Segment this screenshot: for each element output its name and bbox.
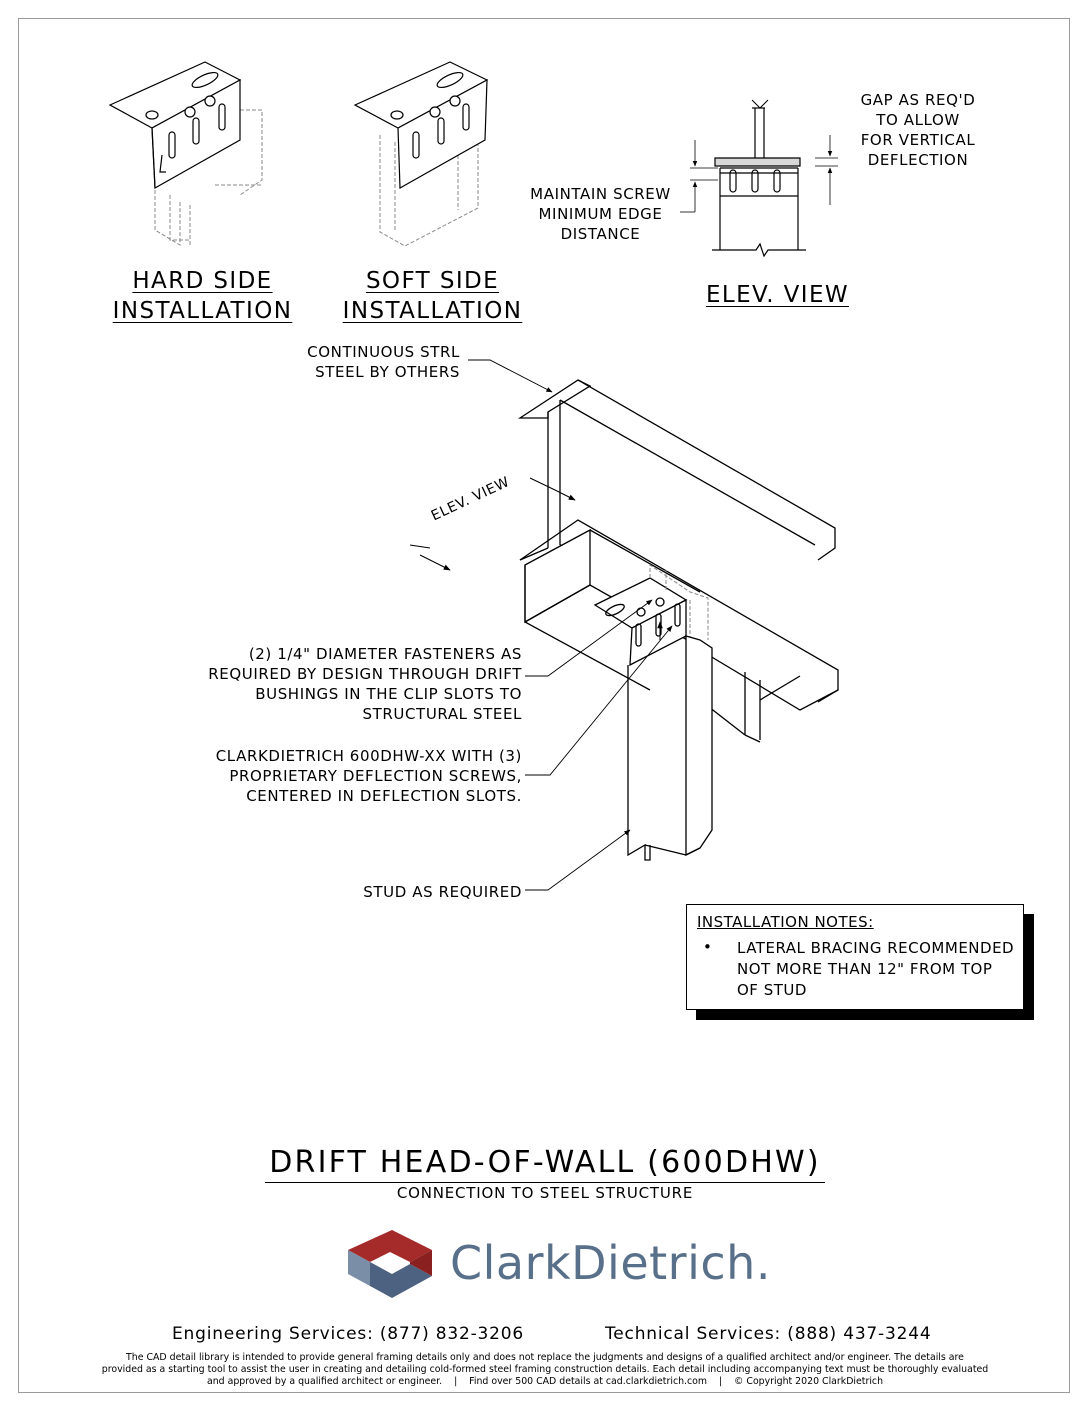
- notes-heading: INSTALLATION NOTES:: [697, 913, 874, 931]
- notes-bullet: •: [703, 938, 712, 956]
- structural-steel-callout: CONTINUOUS STRL STEEL BY OTHERS: [307, 343, 460, 381]
- installation-notes-box: [686, 904, 1024, 1010]
- hard-side-title: HARD SIDE INSTALLATION: [112, 268, 293, 324]
- technical-services-phone: Technical Services: (888) 437-3244: [605, 1324, 932, 1344]
- soft-side-title: SOFT SIDE INSTALLATION: [342, 268, 523, 324]
- hard-side-clip-sketch: [110, 62, 262, 245]
- clip-callout: CLARKDIETRICH 600DHW-XX WITH (3) PROPRIETARY DEFLECTION SCREWS, CENTERED IN DEFLECTION SLOTS.: [215, 747, 522, 805]
- notes-text: LATERAL BRACING RECOMMENDED NOT MORE THAN 12" FROM TOP OF STUD: [737, 939, 1015, 999]
- fasteners-callout: (2) 1/4" DIAMETER FASTENERS AS REQUIRED BY DESIGN THROUGH DRIFT BUSHINGS IN THE CLIP SLOTS TO STRUCTURAL STEEL: [208, 645, 522, 723]
- disclaimer: The CAD detail library is intended to provide general framing details only and does not replace the judgments and designs of a qualified architect and/or engineer. The details are provided as a starting tool to assist the user in creating and detailing cold-formed steel framing construction details. Each detail including accompanying text must be thoroughly evaluated and approved by a qualified architect or engineer. | Find over 500 CAD details at cad.clarkdietrich.com | © Copyright 2020 ClarkDietrich: [101, 1352, 989, 1387]
- stud-callout: STUD AS REQUIRED: [363, 883, 522, 901]
- elev-view-title: ELEV. VIEW: [705, 282, 850, 308]
- drawing-subtitle: CONNECTION TO STEEL STRUCTURE: [396, 1184, 694, 1202]
- elev-view-marker-label: ELEV. VIEW: [428, 474, 513, 525]
- gap-callout: GAP AS REQ'D TO ALLOW FOR VERTICAL DEFLECTION: [860, 91, 976, 169]
- main-isometric-assembly: [520, 380, 838, 860]
- engineering-services-phone: Engineering Services: (877) 832-3206: [172, 1324, 524, 1344]
- screw-edge-callout: MAINTAIN SCREW MINIMUM EDGE DISTANCE: [530, 185, 671, 243]
- elevation-view-sketch: [680, 100, 838, 256]
- drawing-title: DRIFT HEAD-OF-WALL (600DHW): [265, 1146, 825, 1183]
- clarkdietrich-logo-mark: [348, 1230, 432, 1298]
- brand-wordmark: ClarkDietrich.: [450, 1236, 771, 1290]
- soft-side-clip-sketch: [355, 62, 487, 246]
